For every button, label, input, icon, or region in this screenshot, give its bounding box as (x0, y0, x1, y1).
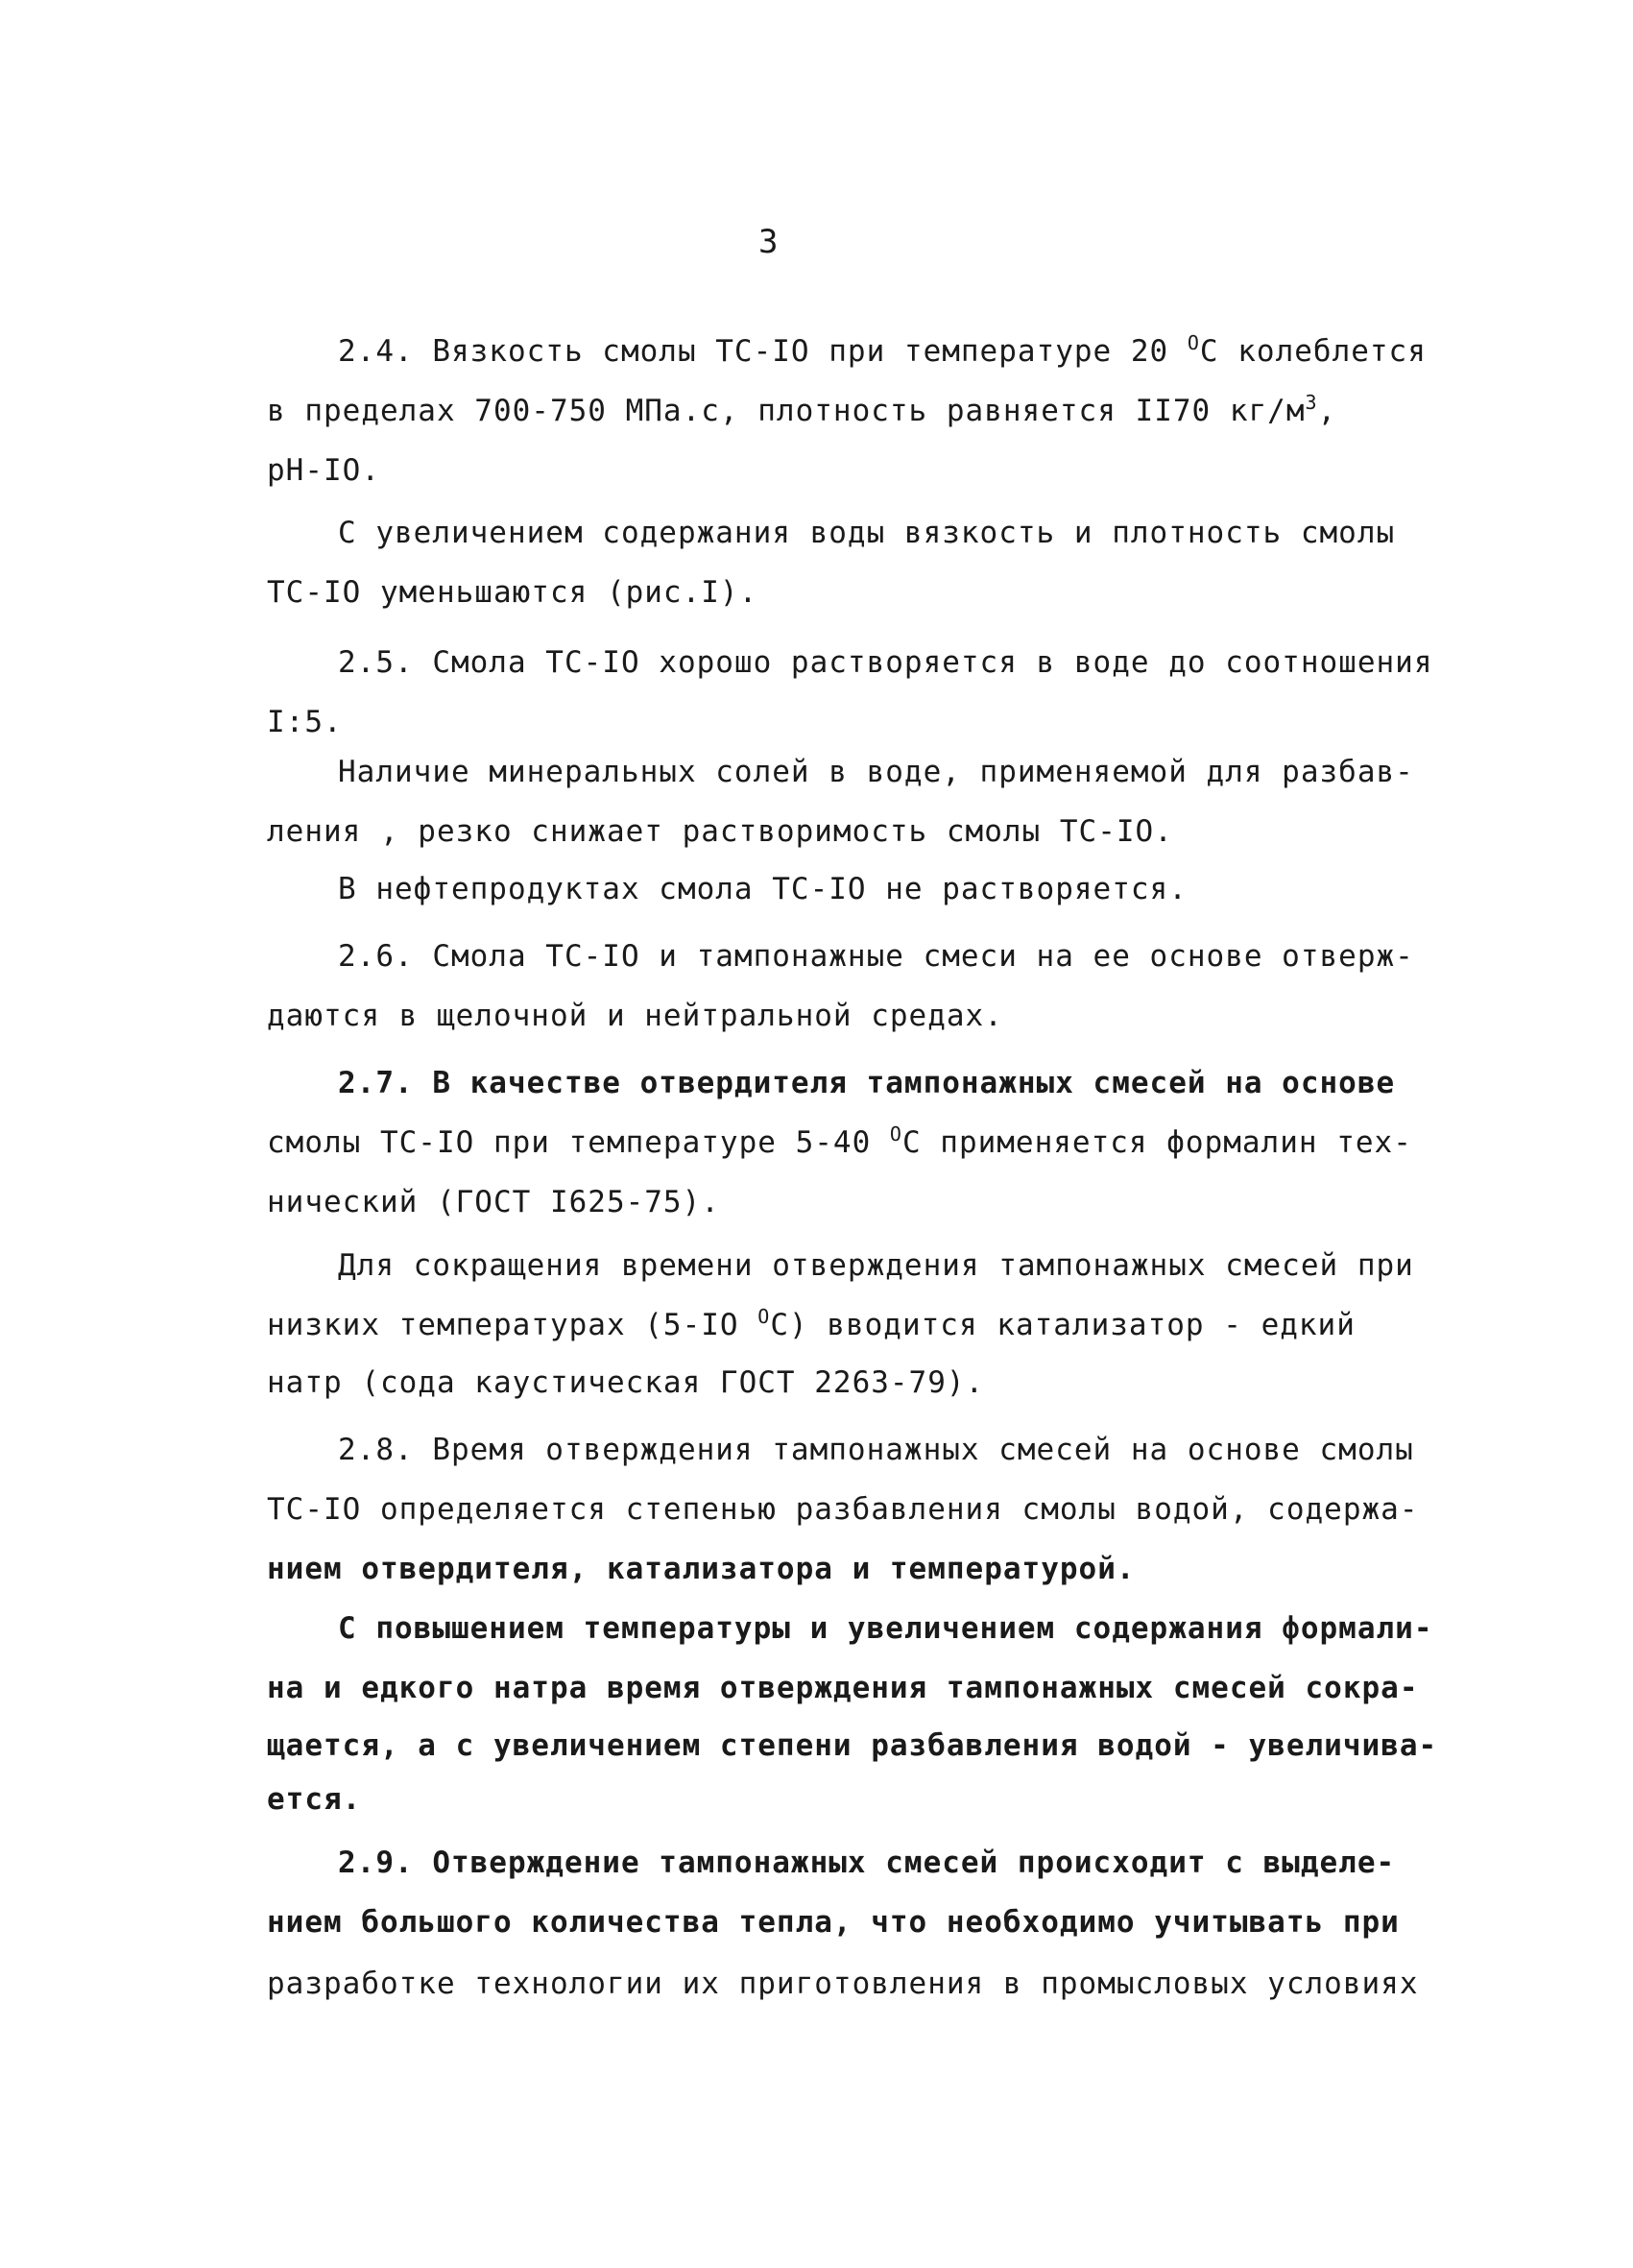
text-line: нием отвердителя, катализатора и температурой. (267, 1552, 1136, 1586)
text-line: 2.9. Отверждение тампонажных смесей происходит с выделе- (338, 1846, 1396, 1880)
text-line: ется. (267, 1782, 362, 1817)
text-line: ТС-IO уменьшаются (рис.I). (267, 575, 758, 610)
text-line: В нефтепродуктах смола ТС-IO не растворяется. (338, 872, 1188, 906)
text-line: низких температурах (5-IO $^O$C) вводится катализатор - едкий (267, 1305, 1356, 1342)
text-line: ления , резко снижает растворимость смолы ТС-IO. (267, 814, 1173, 849)
text-line: щается, а с увеличением степени разбавления водой - увеличива- (267, 1728, 1438, 1763)
text-line: Наличие минеральных солей в воде, применяемой для разбав- (338, 755, 1414, 789)
text-line: на и едкого натра время отверждения тампонажных смесей сокра- (267, 1671, 1419, 1705)
text-line: натр (сода каустическая ГОСТ 2263-79). (267, 1365, 985, 1400)
text-line: Для сокращения времени отверждения тампонажных смесей при (338, 1248, 1414, 1283)
text-line: 2.7. В качестве отвердителя тампонажных смесей на основе (338, 1066, 1396, 1100)
text-line: нием большого количества тепла, что необходимо учитывать при (267, 1905, 1400, 1940)
text-line: нический (ГОСТ I625-75). (267, 1185, 720, 1219)
text-line: разработке технологии их приготовления в промысловых условиях (267, 1966, 1419, 2001)
text-line: в пределах 700-750 МПа.с, плотность равняется II70 $кг/м^3$, (267, 391, 1337, 428)
text-line: 2.6. Смола ТС-IO и тампонажные смеси на ее основе отверж- (338, 939, 1414, 974)
text-line: I:5. (267, 705, 343, 739)
text-line: С увеличением содержания воды вязкость и плотность смолы (338, 516, 1396, 550)
text-line: С повышением температуры и увеличением содержания формали- (338, 1611, 1433, 1646)
text-line: 2.4. Вязкость смолы ТС-IO при температуре 20 $^O$C колеблется (338, 331, 1427, 369)
text-line: 2.8. Время отверждения тампонажных смесей на основе смолы (338, 1433, 1414, 1467)
text-line: рН-IO. (267, 453, 380, 488)
text-line: ТС-IO определяется степенью разбавления смолы водой, содержа- (267, 1492, 1419, 1527)
page-number: 3 (758, 223, 780, 261)
text-line: смолы ТС-IO при температуре 5-40 $^O$C применяется формалин тех- (267, 1122, 1412, 1160)
text-line: даются в щелочной и нейтральной средах. (267, 999, 1003, 1033)
text-line: 2.5. Смола ТС-IO хорошо растворяется в воде до соотношения (338, 645, 1433, 680)
